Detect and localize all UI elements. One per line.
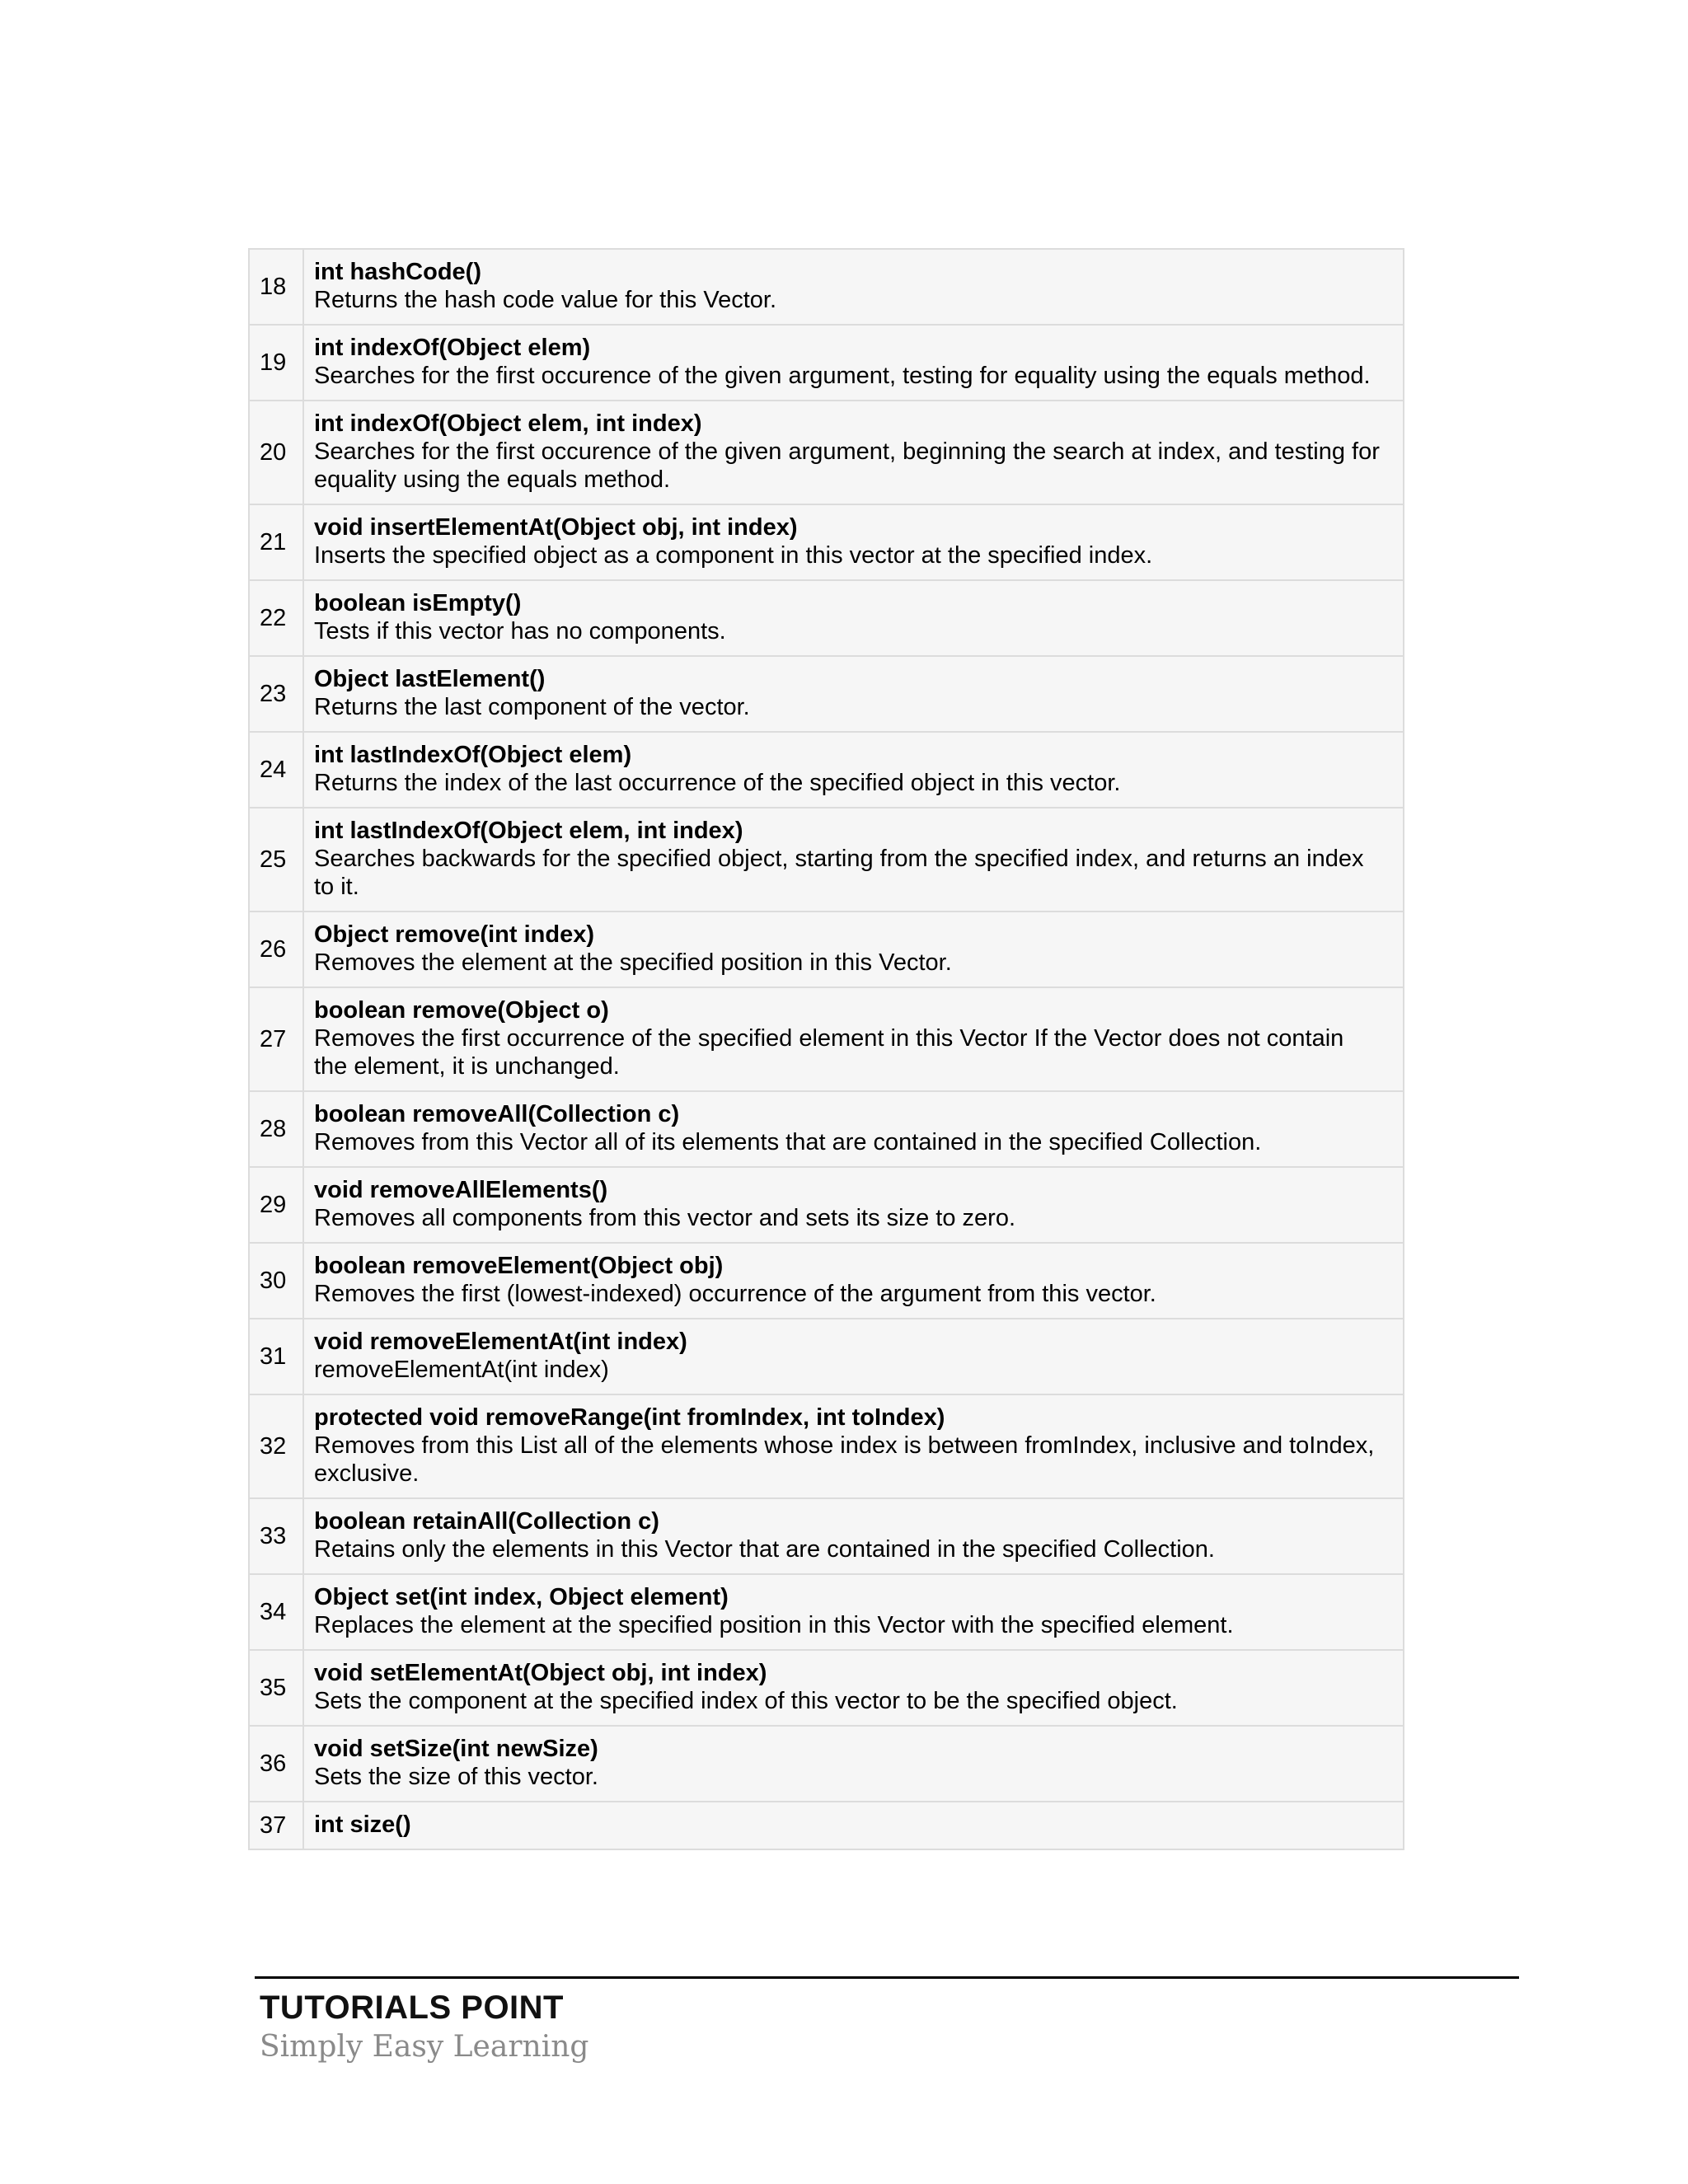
row-number: 33 (249, 1498, 303, 1574)
table-row (249, 325, 1404, 401)
table-row (249, 401, 1404, 504)
table-row (249, 504, 1404, 580)
method-cell (303, 808, 1404, 912)
method-cell (303, 504, 1404, 580)
method-description: Removes the element at the specified position in this Vector. (314, 949, 952, 976)
method-signature: boolean removeElement(Object obj) (314, 1253, 724, 1279)
method-cell (303, 1726, 1404, 1802)
table-row (249, 732, 1404, 808)
table-row (249, 249, 1404, 325)
table-row (249, 1726, 1404, 1802)
row-number: 29 (249, 1167, 303, 1243)
method-cell (303, 1802, 1404, 1849)
method-signature: void setElementAt(Object obj, int index) (314, 1660, 767, 1686)
method-cell (303, 1243, 1404, 1319)
method-description: Removes the first (lowest-indexed) occurrence of the argument from this vector. (314, 1281, 1156, 1307)
method-description: Removes from this List all of the elements whose index is between fromIndex, inclusive and toIndex, exclusive. (314, 1432, 1375, 1487)
method-signature: Object lastElement() (314, 666, 546, 692)
table-row (249, 1574, 1404, 1650)
method-description: removeElementAt(int index) (314, 1357, 609, 1383)
method-description: Retains only the elements in this Vector that are contained in the specified Collection. (314, 1536, 1215, 1563)
method-cell (303, 249, 1404, 325)
table-row (249, 580, 1404, 656)
method-cell (303, 401, 1404, 504)
footer-brand: TUTORIALS POINT (260, 1990, 564, 2026)
method-description: Inserts the specified object as a component in this vector at the specified index. (314, 542, 1153, 569)
row-number: 18 (249, 249, 303, 325)
method-cell (303, 1650, 1404, 1726)
method-signature: int indexOf(Object elem) (314, 335, 591, 361)
method-cell (303, 732, 1404, 808)
table-row (249, 1394, 1404, 1498)
method-signature: int lastIndexOf(Object elem) (314, 742, 632, 768)
method-signature: boolean remove(Object o) (314, 997, 609, 1024)
method-cell (303, 325, 1404, 401)
method-signature: boolean isEmpty() (314, 590, 522, 616)
method-signature: protected void removeRange(int fromIndex, int toIndex) (314, 1404, 945, 1431)
row-number: 24 (249, 732, 303, 808)
method-signature: int indexOf(Object elem, int index) (314, 410, 702, 437)
method-description: Removes all components from this vector and sets its size to zero. (314, 1205, 1016, 1231)
method-description: Returns the hash code value for this Vector. (314, 287, 776, 313)
row-number: 37 (249, 1802, 303, 1849)
method-description: Replaces the element at the specified position in this Vector with the specified element. (314, 1612, 1234, 1638)
row-number: 26 (249, 912, 303, 987)
table-row (249, 1167, 1404, 1243)
table-row (249, 656, 1404, 732)
row-number: 28 (249, 1091, 303, 1167)
method-cell (303, 1167, 1404, 1243)
methods-table-body (249, 249, 1404, 1849)
methods-table (248, 248, 1404, 1850)
row-number: 27 (249, 987, 303, 1091)
row-number: 34 (249, 1574, 303, 1650)
method-cell (303, 1394, 1404, 1498)
method-description: Removes the first occurrence of the specified element in this Vector If the Vector does not contain the element, it is unchanged. (314, 1025, 1344, 1080)
row-number: 31 (249, 1319, 303, 1394)
method-signature: int lastIndexOf(Object elem, int index) (314, 818, 743, 844)
row-number: 21 (249, 504, 303, 580)
table-row (249, 1091, 1404, 1167)
row-number: 36 (249, 1726, 303, 1802)
table-row (249, 1498, 1404, 1574)
method-description: Tests if this vector has no components. (314, 618, 726, 644)
table-row (249, 808, 1404, 912)
method-description: Searches backwards for the specified object, starting from the specified index, and returns an index to it. (314, 846, 1364, 900)
row-number: 22 (249, 580, 303, 656)
table-row (249, 1802, 1404, 1849)
row-number: 30 (249, 1243, 303, 1319)
method-description: Removes from this Vector all of its elements that are contained in the specified Collection. (314, 1129, 1262, 1155)
method-cell (303, 1319, 1404, 1394)
table-row (249, 1243, 1404, 1319)
row-number: 19 (249, 325, 303, 401)
method-description: Sets the component at the specified index of this vector to be the specified object. (314, 1688, 1178, 1714)
row-number: 32 (249, 1394, 303, 1498)
table-row (249, 912, 1404, 987)
method-signature: void setSize(int newSize) (314, 1736, 598, 1762)
method-signature: boolean retainAll(Collection c) (314, 1508, 659, 1535)
footer-divider (255, 1976, 1519, 1979)
table-row (249, 1650, 1404, 1726)
footer-tagline: Simply Easy Learning (260, 2030, 589, 2064)
method-signature: void removeElementAt(int index) (314, 1329, 687, 1355)
method-description: Searches for the first occurence of the given argument, testing for equality using the equals method. (314, 363, 1371, 389)
row-number: 23 (249, 656, 303, 732)
method-signature: void removeAllElements() (314, 1177, 608, 1203)
row-number: 35 (249, 1650, 303, 1726)
table-row (249, 1319, 1404, 1394)
table-row (249, 987, 1404, 1091)
method-cell (303, 987, 1404, 1091)
method-cell (303, 1574, 1404, 1650)
method-signature: Object set(int index, Object element) (314, 1584, 729, 1610)
row-number: 25 (249, 808, 303, 912)
method-signature: boolean removeAll(Collection c) (314, 1101, 680, 1127)
method-signature: int size() (314, 1811, 411, 1838)
method-description: Sets the size of this vector. (314, 1764, 598, 1790)
method-description: Searches for the first occurence of the given argument, beginning the search at index, and testing for equality using the equals method. (314, 438, 1380, 493)
row-number: 20 (249, 401, 303, 504)
method-signature: void insertElementAt(Object obj, int index) (314, 514, 798, 541)
method-cell (303, 1498, 1404, 1574)
method-description: Returns the last component of the vector. (314, 694, 750, 720)
method-cell (303, 656, 1404, 732)
method-signature: Object remove(int index) (314, 921, 595, 948)
method-cell (303, 1091, 1404, 1167)
method-cell (303, 580, 1404, 656)
method-cell (303, 912, 1404, 987)
method-description: Returns the index of the last occurrence of the specified object in this vector. (314, 770, 1121, 796)
method-signature: int hashCode() (314, 259, 481, 285)
